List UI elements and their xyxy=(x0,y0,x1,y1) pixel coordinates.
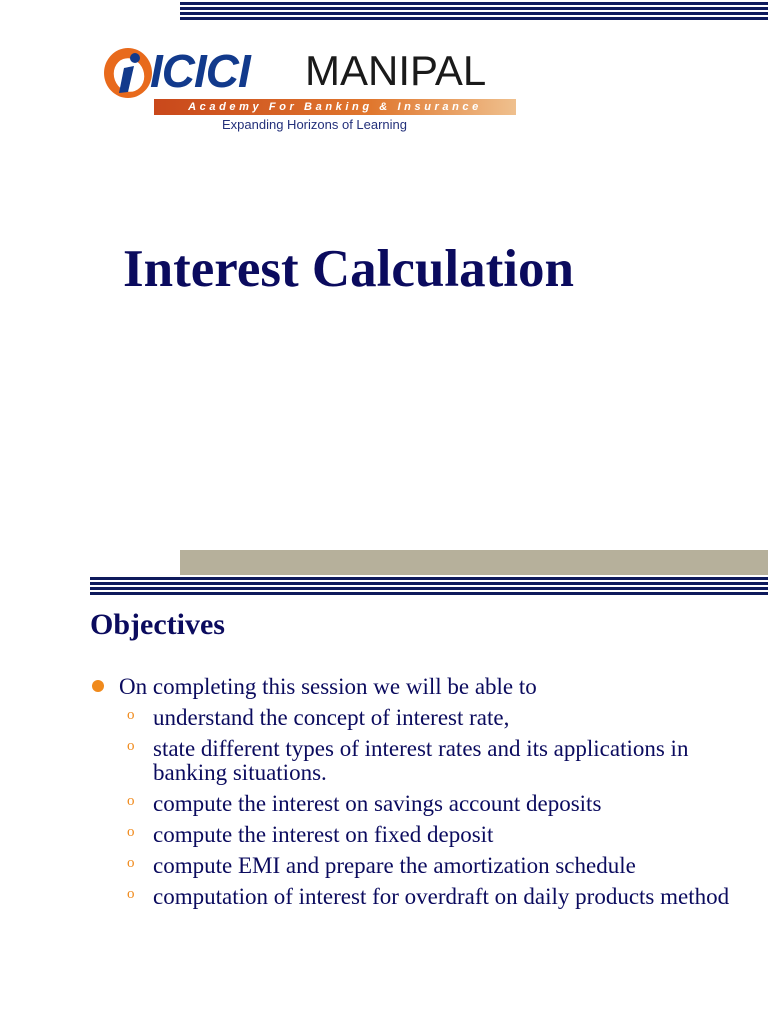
list-item: o understand the concept of interest rate, xyxy=(127,705,510,730)
sub-bullet-icon: o xyxy=(127,707,135,723)
objectives-heading: Objectives xyxy=(90,608,225,641)
academy-banner: Academy For Banking & Insurance xyxy=(154,99,516,115)
brand-icici: ICICI xyxy=(150,45,250,97)
list-item: o compute EMI and prepare the amortization schedule xyxy=(127,853,636,878)
sub-bullet-icon: o xyxy=(127,855,135,871)
grey-header-bar xyxy=(180,550,768,575)
slide-title: Interest Calculation xyxy=(123,240,574,298)
sub-bullet-icon: o xyxy=(127,824,135,840)
intro-text: On completing this session we will be able to xyxy=(119,674,537,699)
bullet-dot-icon xyxy=(92,680,104,692)
objectives-list xyxy=(127,706,747,916)
list-item: o compute the interest on fixed deposit xyxy=(127,822,494,847)
list-item: o computation of interest for overdraft on daily products method xyxy=(127,884,730,909)
list-item: o compute the interest on savings account deposits xyxy=(127,791,602,816)
objectives-slide xyxy=(0,550,768,1024)
brand-manipal: MANIPAL xyxy=(305,47,487,94)
sub-bullet-icon: o xyxy=(127,738,135,754)
header-stripes xyxy=(180,2,768,22)
header-stripes xyxy=(90,577,768,597)
sub-bullet-icon: o xyxy=(127,793,135,809)
sub-bullet-icon: o xyxy=(127,886,135,902)
logo-tagline: Expanding Horizons of Learning xyxy=(222,117,408,132)
icici-manipal-logo xyxy=(102,42,522,142)
icici-i-logo-icon xyxy=(102,44,154,102)
list-item: o state different types of interest rates and its applications in banking situations. xyxy=(127,736,689,785)
